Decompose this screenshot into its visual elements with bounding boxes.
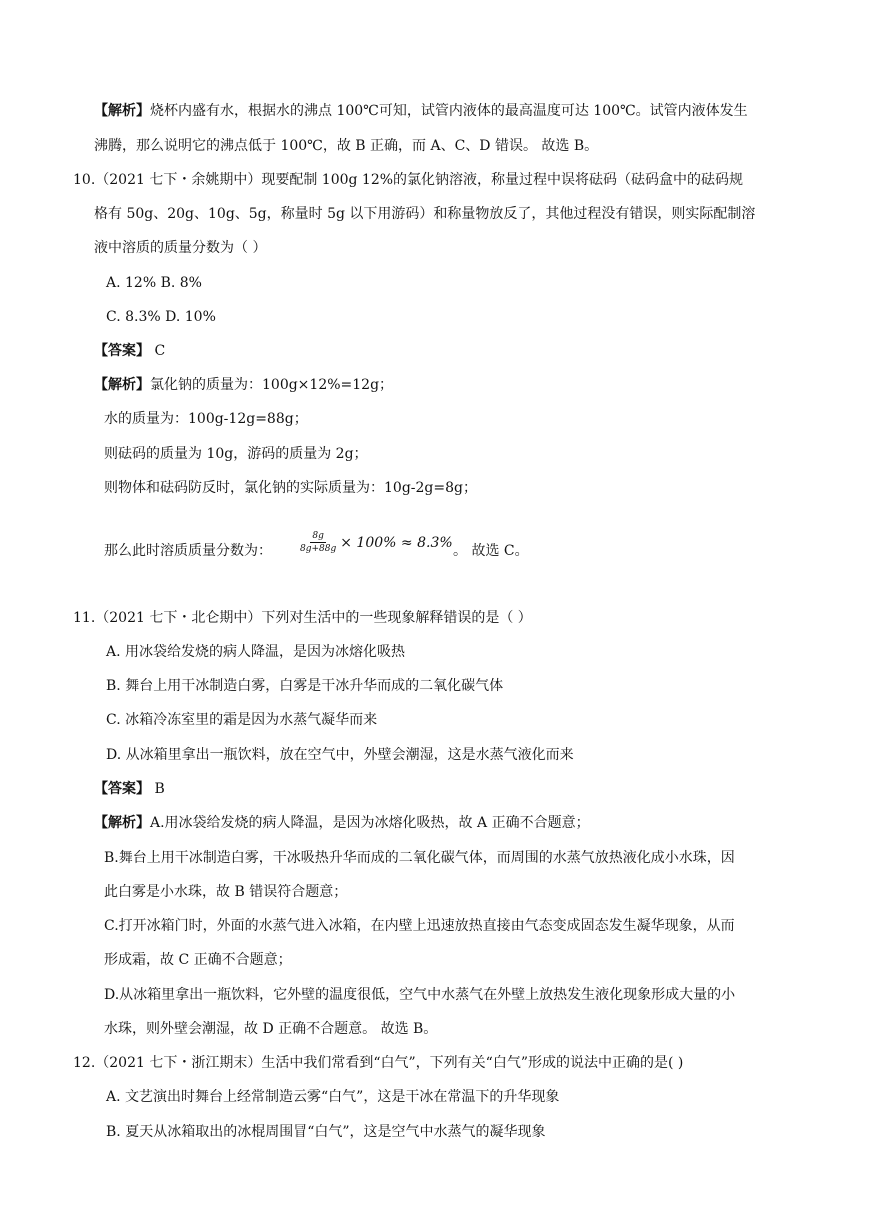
text-run: C. 8.3% D. 10% <box>106 309 216 325</box>
text-line-l4 <box>94 205 755 223</box>
text-run: 。 故选 C。 <box>453 543 529 559</box>
text-line-l23 <box>104 883 347 901</box>
section-label: 【解析】 <box>94 377 150 393</box>
text-run: 12.（2021 七下・浙江期末）生活中我们常看到“白气”，下列有关“白气”形成的说法中正确的是( ) <box>73 1055 684 1071</box>
text-run: 那么此时溶质质量分数为： <box>104 543 272 559</box>
text-line-l28 <box>73 1054 683 1072</box>
section-label: 【解析】 <box>94 103 150 119</box>
text-line-l13 <box>104 542 272 560</box>
text-line-l2 <box>94 137 598 155</box>
text-line-l8 <box>94 342 165 360</box>
section-label: 【解析】 <box>94 815 150 831</box>
text-run: B. 夏天从冰箱取出的冰棍周围冒“白气”，这是空气中水蒸气的凝华现象 <box>106 1124 546 1140</box>
text-run: A.用冰袋给发烧的病人降温，是因为冰熔化吸热，故 A 正确不合题意； <box>150 815 590 831</box>
mass-fraction-formula <box>300 531 453 554</box>
text-line-l20 <box>94 780 165 798</box>
text-run: 10.（2021 七下・余姚期中）现要配制 100g 12%的氯化钠溶液，称量过程中误将砝码（砝码盒中的砝码规 <box>73 172 744 188</box>
text-line-l21 <box>94 814 590 832</box>
text-run: B. 舞台上用干冰制造白雾，白雾是干冰升华而成的二氧化碳气体 <box>106 678 504 694</box>
section-label: 【答案】 <box>94 343 150 359</box>
fraction-denominator: 8g+88g <box>300 544 337 554</box>
text-line-l14 <box>453 542 529 560</box>
text-run: 格有 50g、20g、10g、5g，称量时 5g 以下用游码）和称量物放反了，其他过程没有错误，则实际配制溶 <box>94 206 756 222</box>
text-line-l26 <box>104 986 735 1004</box>
fraction <box>300 531 336 554</box>
text-line-l1 <box>94 102 748 120</box>
text-run: 此白雾是小水珠，故 B 错误符合题意； <box>104 884 348 900</box>
text-line-l5 <box>94 239 266 257</box>
text-line-l11 <box>104 445 368 463</box>
text-line-l16 <box>106 643 405 661</box>
text-run: 水的质量为：100g-12g=88g； <box>104 411 308 427</box>
text-line-l27 <box>104 1020 437 1038</box>
text-line-l6 <box>106 274 202 292</box>
text-line-l15 <box>73 609 532 627</box>
text-line-l7 <box>106 308 216 326</box>
text-line-l22 <box>104 849 735 867</box>
text-line-l9 <box>94 376 393 394</box>
text-run: A. 文艺演出时舞台上经常制造云雾“白气”，这是干冰在常温下的升华现象 <box>106 1089 560 1105</box>
text-run: D.从冰箱里拿出一瓶饮料，它外壁的温度很低，空气中水蒸气在外壁上放热发生液化现象形成大量的小 <box>104 987 736 1003</box>
text-run: 氯化钠的质量为：100g×12%=12g； <box>150 377 394 393</box>
text-line-l30 <box>106 1123 546 1141</box>
text-run: B <box>150 781 165 797</box>
text-run: C. 冰箱冷冻室里的霜是因为水蒸气凝华而来 <box>106 712 378 728</box>
text-run: 沸腾，那么说明它的沸点低于 100℃，故 B 正确，而 A、C、D 错误。 故选 B。 <box>94 138 599 154</box>
text-run: B.舞台上用干冰制造白雾，干冰吸热升华而成的二氧化碳气体，而周围的水蒸气放热液化成小水珠，因 <box>104 850 735 866</box>
section-label: 【答案】 <box>94 781 150 797</box>
text-run: 则砝码的质量为 10g，游码的质量为 2g； <box>104 446 368 462</box>
text-run: 水珠，则外壁会潮湿，故 D 正确不合题意。 故选 B。 <box>104 1021 438 1037</box>
text-line-l18 <box>106 711 377 729</box>
text-run: A. 12% B. 8% <box>106 275 202 291</box>
formula-result: × 100% ≈ 8.3% <box>340 534 453 551</box>
text-line-l19 <box>106 746 574 764</box>
text-run: 形成霜，故 C 正确不合题意； <box>104 952 292 968</box>
text-run: 则物体和砝码防反时，氯化钠的实际质量为：10g-2g=8g； <box>104 480 477 496</box>
text-line-l25 <box>104 951 292 969</box>
text-run: C.打开冰箱门时，外面的水蒸气进入冰箱，在内壁上迅速放热直接由气态变成固态发生凝华现象，从而 <box>104 918 735 934</box>
text-run: A. 用冰袋给发烧的病人降温，是因为冰熔化吸热 <box>106 644 406 660</box>
text-line-l10 <box>104 410 308 428</box>
text-run: D. 从冰箱里拿出一瓶饮料，放在空气中，外壁会潮湿，这是水蒸气液化而来 <box>106 747 574 763</box>
text-line-l12 <box>104 479 477 497</box>
text-run: 液中溶质的质量分数为（ ） <box>94 240 267 256</box>
fraction-numerator: 8g <box>312 531 324 541</box>
text-run: C <box>150 343 166 359</box>
text-line-l29 <box>106 1088 559 1106</box>
text-line-l24 <box>104 917 735 935</box>
text-line-l17 <box>106 677 503 695</box>
text-run: 烧杯内盛有水，根据水的沸点 100℃可知，试管内液体的最高温度可达 100℃。试管内液体发生 <box>150 103 748 119</box>
text-line-l3 <box>73 171 743 189</box>
text-run: 11.（2021 七下・北仑期中）下列对生活中的一些现象解释错误的是（ ） <box>73 610 532 626</box>
